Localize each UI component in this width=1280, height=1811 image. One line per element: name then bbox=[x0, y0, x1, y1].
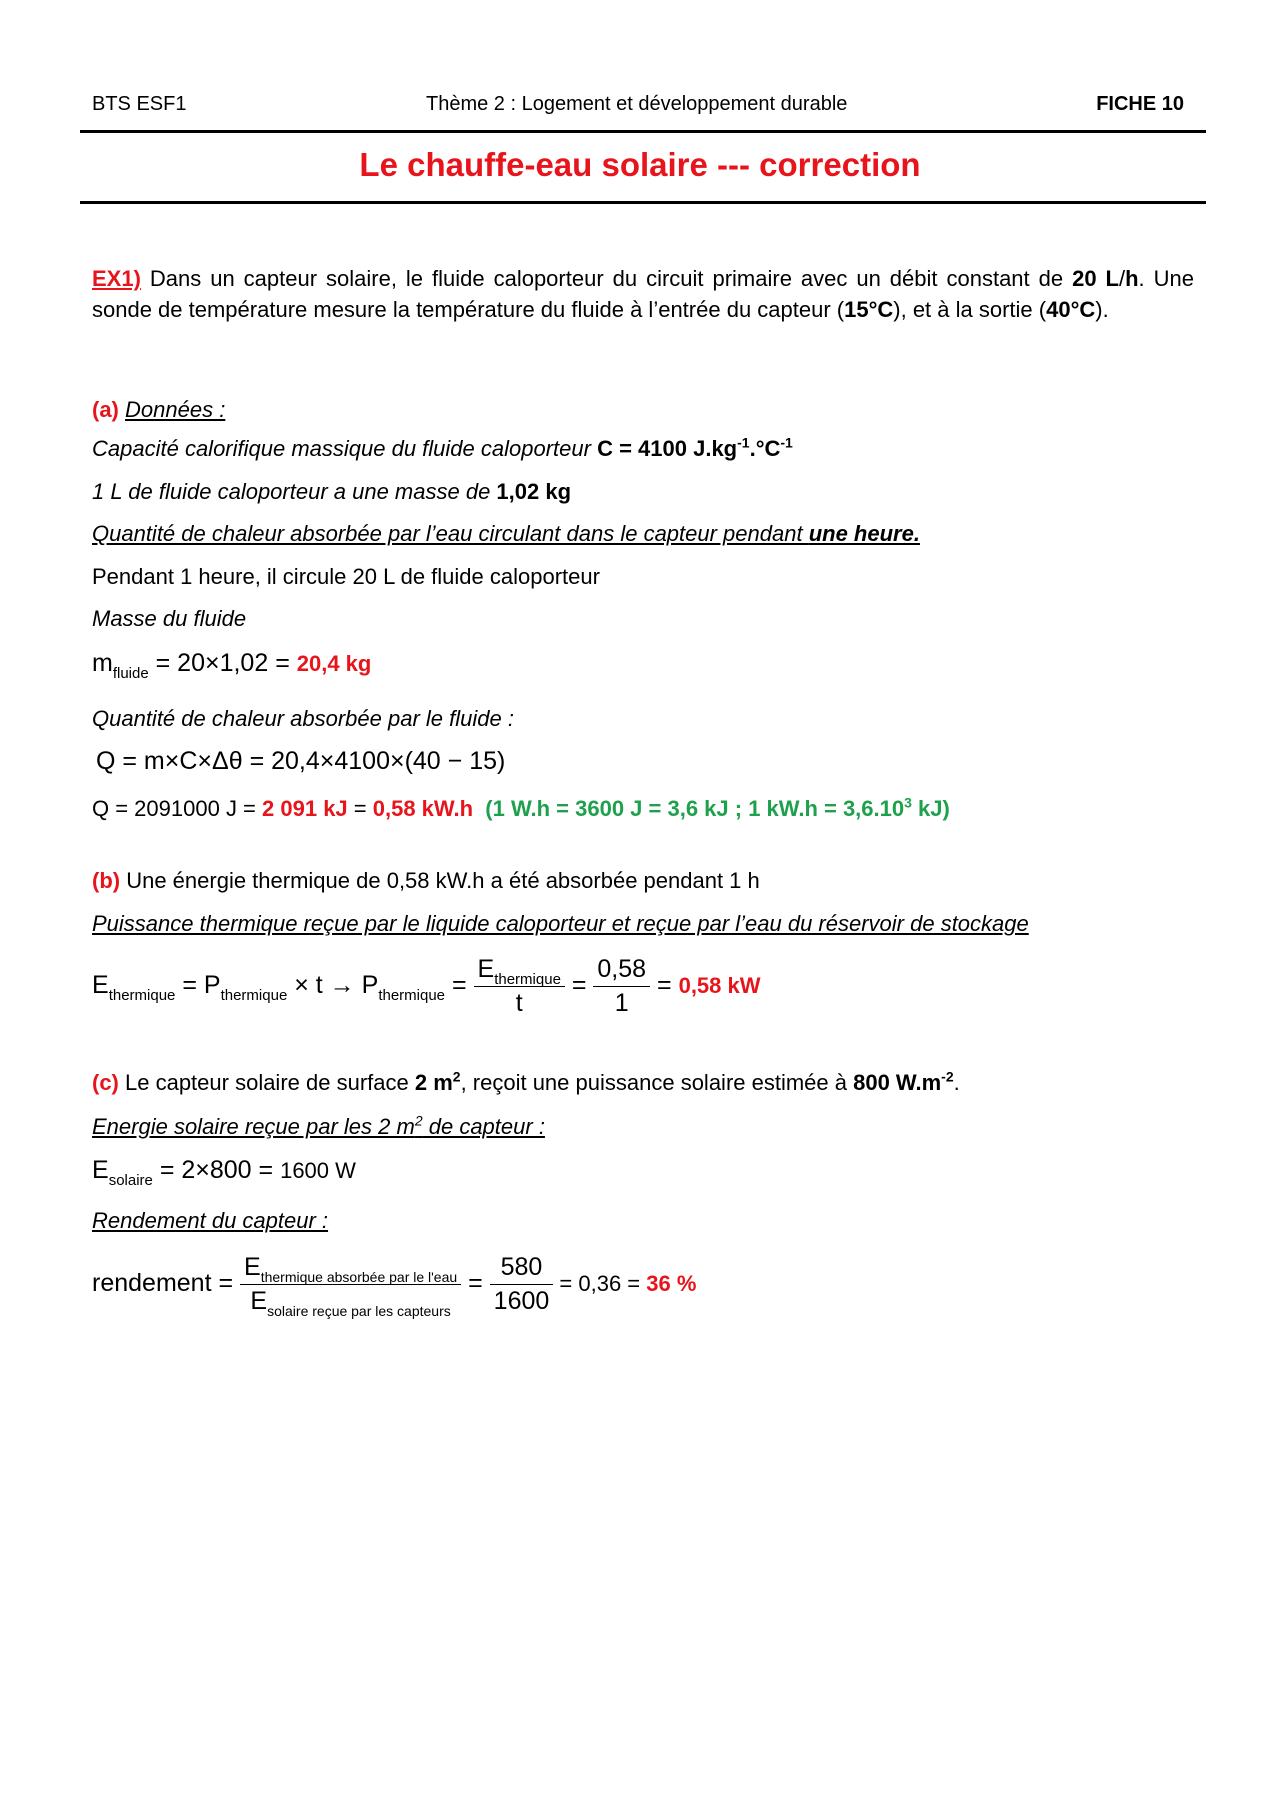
header-fiche: FICHE 10 bbox=[1096, 93, 1184, 115]
quantite-title-text: Quantité de chaleur absorbée par l’eau circulant dans le capteur pendant bbox=[92, 521, 809, 546]
capacite-exp2: -1 bbox=[780, 434, 793, 451]
part-c-puissance-exp: -2 bbox=[941, 1068, 954, 1085]
eq-b-eq3: = bbox=[564, 971, 594, 1000]
eq-b-eq4: = bbox=[650, 971, 679, 1000]
q-eq: = bbox=[347, 796, 373, 821]
fraction-values bbox=[593, 955, 650, 1018]
part-c-text-1: Le capteur solaire de surface bbox=[118, 1070, 415, 1095]
part-c-surface-exp: 2 bbox=[452, 1068, 461, 1085]
q-result-line bbox=[92, 796, 950, 822]
header-course: BTS ESF1 bbox=[92, 93, 187, 115]
eq-m-rhs: = 20×1,02 = bbox=[148, 649, 297, 677]
eq-m-sub: fluide bbox=[112, 665, 149, 682]
eq-b-sub2: thermique bbox=[220, 987, 288, 1005]
ex1-temp-out: 40°C bbox=[1046, 297, 1096, 322]
part-c-heading bbox=[92, 1070, 960, 1096]
frac1-num-sub: thermique bbox=[494, 971, 561, 988]
eq-b-times-t: × t → bbox=[287, 971, 362, 1000]
eq-b-eq2: = bbox=[445, 971, 474, 1000]
equation-masse bbox=[92, 649, 372, 682]
header-divider-bottom bbox=[80, 201, 1206, 204]
eq-c-result: 1600 W bbox=[280, 1158, 356, 1183]
masse-fluide-title: Masse du fluide bbox=[92, 606, 247, 631]
ex1-label: EX1) bbox=[92, 266, 141, 291]
rendement-label: rendement = bbox=[92, 1269, 241, 1298]
eq-b-P2: P bbox=[361, 971, 379, 1000]
frac2-num: 0,58 bbox=[593, 955, 650, 987]
ex1-statement bbox=[92, 263, 1194, 325]
ex1-text-2: . Une sonde de température mesure la température du fluide à l’entrée du capteur ( bbox=[92, 266, 1194, 322]
eq-b-E: E bbox=[92, 971, 109, 1000]
rend-den-E: E bbox=[250, 1287, 268, 1315]
ex1-h: h bbox=[1125, 266, 1139, 291]
q-kj: 2 091 kJ bbox=[262, 796, 348, 821]
frac2-den: 1 bbox=[614, 989, 629, 1017]
eq-b-eq1: = bbox=[175, 971, 204, 1000]
quantite-fluide-title: Quantité de chaleur absorbée par le fluide : bbox=[92, 706, 514, 731]
pendant-line: Pendant 1 heure, il circule 20 L de fluide caloporteur bbox=[92, 564, 600, 589]
masse-text: 1 L de fluide caloporteur a une masse de bbox=[92, 479, 497, 504]
rend-tail: = 0,36 = bbox=[553, 1271, 647, 1297]
energie-title bbox=[92, 1114, 545, 1140]
ex1-text-1: Dans un capteur solaire, le fluide caloporteur du circuit primaire avec un débit constant de bbox=[140, 266, 1073, 291]
eq-m-result: 20,4 kg bbox=[296, 651, 372, 676]
capacite-text: Capacité calorifique massique du fluide caloporteur bbox=[92, 436, 598, 461]
ex1-text-3: ), et à la sortie ( bbox=[893, 297, 1047, 322]
part-b-label: (b) bbox=[92, 868, 121, 893]
energie-title-exp: 2 bbox=[414, 1112, 423, 1129]
part-c-label: (c) bbox=[92, 1070, 119, 1095]
page-header bbox=[92, 93, 1184, 119]
q-conversion-1: (1 W.h = 3600 J = 3,6 kJ ; 1 kW.h = 3,6.10 bbox=[485, 796, 905, 821]
puissance-title: Puissance thermique reçue par le liquide caloporteur et reçue par l’eau du réservoir de stockage bbox=[92, 911, 1029, 936]
quantite-title-bold: une heure. bbox=[808, 521, 920, 546]
header-divider-top bbox=[80, 130, 1206, 133]
masse-value: 1,02 kg bbox=[496, 479, 572, 504]
eq-b-result: 0,58 kW bbox=[678, 973, 761, 999]
eq-c-E: E bbox=[92, 1156, 109, 1184]
masse-line bbox=[92, 479, 571, 505]
fraction-rendement-symbolic bbox=[240, 1253, 461, 1319]
energie-title-1: Energie solaire reçue par les 2 m bbox=[92, 1114, 415, 1139]
q-joules: Q = 2091000 J = bbox=[92, 796, 263, 821]
ex1-debit: 20 L bbox=[1072, 266, 1119, 291]
capacite-line bbox=[92, 436, 793, 462]
eq-c-rhs: = 2×800 = bbox=[152, 1156, 281, 1184]
part-c-text-2: , reçoit une puissance solaire estimée à bbox=[460, 1070, 854, 1095]
fraction-rendement-values bbox=[490, 1253, 554, 1316]
part-c-surface: 2 m bbox=[414, 1070, 453, 1095]
ex1-text-4: ). bbox=[1095, 297, 1109, 322]
equation-puissance bbox=[92, 955, 761, 1018]
part-c-text-3: . bbox=[953, 1070, 960, 1095]
part-b-text: Une énergie thermique de 0,58 kW.h a été absorbée pendant 1 h bbox=[120, 868, 760, 893]
frac1-den: t bbox=[515, 989, 523, 1017]
q-conversion-exp: 3 bbox=[904, 794, 912, 811]
donnees-title: Données : bbox=[125, 397, 226, 422]
capacite-value: C = 4100 J.kg bbox=[597, 436, 738, 461]
part-b-heading bbox=[92, 868, 760, 894]
eq-c-sub: solaire bbox=[108, 1172, 153, 1189]
equation-energie-solaire bbox=[92, 1156, 356, 1189]
quantite-title bbox=[92, 521, 920, 547]
rend-num-sub: thermique absorbée par le l'eau bbox=[260, 1269, 458, 1285]
equation-q: Q = m×C×Δθ = 20,4×4100×(40 − 15) bbox=[96, 747, 506, 775]
ex1-temp-in: 15°C bbox=[844, 297, 894, 322]
rend-result: 36 % bbox=[646, 1271, 697, 1297]
rendement-title: Rendement du capteur : bbox=[92, 1208, 329, 1233]
part-a-label: (a) bbox=[92, 397, 119, 422]
eq-b-P: P bbox=[203, 971, 221, 1000]
part-c-puissance: 800 W.m bbox=[853, 1070, 942, 1095]
capacite-mid: .°C bbox=[749, 436, 781, 461]
q-conversion-2: kJ) bbox=[911, 796, 950, 821]
fraction-energy-time bbox=[474, 955, 565, 1018]
rend-frac-den: 1600 bbox=[493, 1287, 550, 1315]
frac1-num-E: E bbox=[477, 955, 495, 983]
energie-title-2: de capteur : bbox=[422, 1114, 545, 1139]
part-a-heading bbox=[92, 397, 225, 423]
eq-m-lhs: m bbox=[92, 649, 113, 677]
rend-frac-num: 580 bbox=[490, 1253, 554, 1285]
capacite-exp1: -1 bbox=[737, 434, 750, 451]
q-kwh: 0,58 kW.h bbox=[372, 796, 474, 821]
ex1-slash: / bbox=[1118, 266, 1126, 291]
eq-b-sub3: thermique bbox=[378, 987, 446, 1005]
rend-den-sub: solaire reçue par les capteurs bbox=[267, 1303, 451, 1319]
header-theme: Thème 2 : Logement et développement durable bbox=[426, 93, 848, 115]
equation-rendement: rendement = $\frac{E_{thermique absorbée par le l'eau}}{E_{solaire reçue par les capteurs}}$ = $\frac{580}{1600}$ = 0,36 = 36 % bbox=[92, 1253, 697, 1319]
eq-b-sub1: thermique bbox=[108, 987, 176, 1005]
page-title: Le chauffe-eau solaire --- correction bbox=[359, 146, 921, 183]
rend-num-E: E bbox=[244, 1253, 261, 1281]
